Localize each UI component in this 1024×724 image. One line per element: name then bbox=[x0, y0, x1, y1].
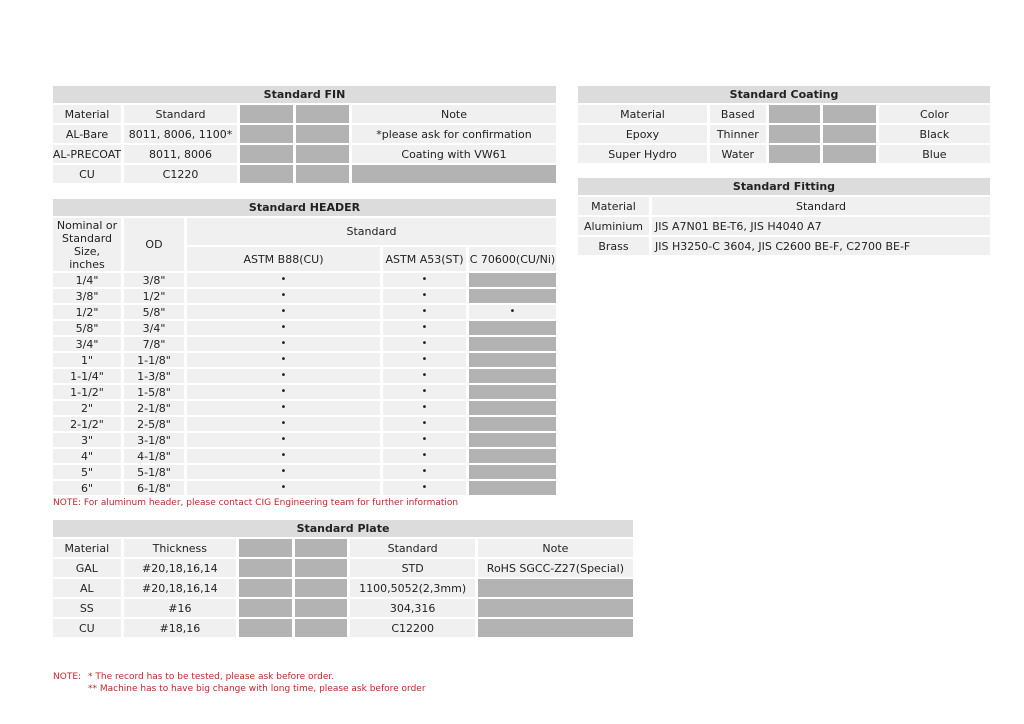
table-row bbox=[53, 353, 556, 367]
header-od: 1-3/8" bbox=[124, 369, 184, 383]
plate-standard: STD bbox=[350, 559, 474, 577]
plate-standard: C12200 bbox=[350, 619, 474, 637]
header-a53-dot: • bbox=[383, 401, 466, 415]
table-row bbox=[53, 465, 556, 479]
fin-standard: 8011, 8006, 1100* bbox=[124, 125, 237, 143]
fin-material: CU bbox=[53, 165, 121, 183]
fitting-standard: JIS A7N01 BE-T6, JIS H4040 A7 bbox=[652, 217, 990, 235]
header-c706-empty bbox=[469, 401, 556, 415]
header-size: 5/8" bbox=[53, 321, 121, 335]
coating-header-blank bbox=[823, 105, 876, 123]
table-row bbox=[53, 289, 556, 303]
header-od: 5/8" bbox=[124, 305, 184, 319]
plate-blank bbox=[295, 579, 348, 597]
table-row bbox=[53, 273, 556, 287]
header-od: 1-1/8" bbox=[124, 353, 184, 367]
table-row bbox=[53, 369, 556, 383]
coating-blank bbox=[769, 145, 821, 163]
table-row bbox=[53, 619, 633, 637]
plate-standard: 304,316 bbox=[350, 599, 474, 617]
coating-color: Blue bbox=[879, 145, 990, 163]
plate-header-thickness: Thickness bbox=[124, 539, 236, 557]
header-a53-dot: • bbox=[383, 289, 466, 303]
table-row bbox=[578, 125, 990, 143]
header-c706-empty bbox=[469, 449, 556, 463]
header-c706-empty bbox=[469, 321, 556, 335]
fitting-title: Standard Fitting bbox=[578, 178, 990, 195]
plate-note-empty bbox=[478, 579, 633, 597]
fin-blank bbox=[240, 165, 293, 183]
header-b88-dot: • bbox=[187, 449, 380, 463]
header-a53-dot: • bbox=[383, 481, 466, 495]
plate-material: AL bbox=[53, 579, 121, 597]
plate-header-note: Note bbox=[478, 539, 633, 557]
table-row bbox=[578, 217, 990, 235]
table-row bbox=[578, 145, 990, 163]
table-row bbox=[53, 417, 556, 431]
header-a53-dot: • bbox=[383, 273, 466, 287]
header-col-a53: ASTM A53(ST) bbox=[383, 247, 466, 271]
header-a53-dot: • bbox=[383, 353, 466, 367]
table-row bbox=[53, 401, 556, 415]
fitting-material: Aluminium bbox=[578, 217, 649, 235]
header-od: 1-5/8" bbox=[124, 385, 184, 399]
fitting-header-material: Material bbox=[578, 197, 649, 215]
fin-title: Standard FIN bbox=[53, 86, 556, 103]
fin-standard: 8011, 8006 bbox=[124, 145, 237, 163]
header-od: 4-1/8" bbox=[124, 449, 184, 463]
coating-based: Thinner bbox=[710, 125, 766, 143]
plate-thickness: #16 bbox=[124, 599, 236, 617]
header-c706-empty bbox=[469, 481, 556, 495]
header-col-od: OD bbox=[124, 218, 184, 271]
plate-blank bbox=[239, 599, 292, 617]
header-b88-dot: • bbox=[187, 353, 380, 367]
header-size: 3/4" bbox=[53, 337, 121, 351]
header-b88-dot: • bbox=[187, 337, 380, 351]
fin-header-blank bbox=[240, 105, 293, 123]
table-row bbox=[53, 145, 556, 163]
header-od: 2-1/8" bbox=[124, 401, 184, 415]
header-a53-dot: • bbox=[383, 465, 466, 479]
header-b88-dot: • bbox=[187, 273, 380, 287]
fitting-header-standard: Standard bbox=[652, 197, 990, 215]
header-title: Standard HEADER bbox=[53, 199, 556, 216]
header-od: 3-1/8" bbox=[124, 433, 184, 447]
header-a53-dot: • bbox=[383, 321, 466, 335]
header-c706-empty bbox=[469, 433, 556, 447]
table-row bbox=[53, 337, 556, 351]
header-od: 2-5/8" bbox=[124, 417, 184, 431]
header-od: 7/8" bbox=[124, 337, 184, 351]
header-a53-dot: • bbox=[383, 305, 466, 319]
header-size: 1/2" bbox=[53, 305, 121, 319]
footer-note-line2: ** Machine has to have big change with long time, please ask before order bbox=[88, 684, 426, 694]
table-row bbox=[53, 321, 556, 335]
plate-thickness: #20,18,16,14 bbox=[124, 559, 236, 577]
table-row bbox=[53, 559, 633, 577]
header-a53-dot: • bbox=[383, 417, 466, 431]
header-col-nominal: Nominal or Standard Size, inches bbox=[53, 218, 121, 271]
header-size: 1-1/2" bbox=[53, 385, 121, 399]
plate-header-blank bbox=[239, 539, 292, 557]
header-b88-dot: • bbox=[187, 289, 380, 303]
header-c706-empty bbox=[469, 385, 556, 399]
header-c706-empty bbox=[469, 369, 556, 383]
fin-blank bbox=[296, 165, 349, 183]
fin-blank bbox=[240, 125, 293, 143]
fin-header-material: Material bbox=[53, 105, 121, 123]
fin-header-blank bbox=[296, 105, 349, 123]
header-a53-dot: • bbox=[383, 433, 466, 447]
header-a53-dot: • bbox=[383, 369, 466, 383]
header-b88-dot: • bbox=[187, 369, 380, 383]
fin-header-note: Note bbox=[352, 105, 556, 123]
header-od: 5-1/8" bbox=[124, 465, 184, 479]
fin-blank bbox=[296, 125, 349, 143]
fitting-standard: JIS H3250-C 3604, JIS C2600 BE-F, C2700 BE-F bbox=[652, 237, 990, 255]
plate-blank bbox=[295, 619, 348, 637]
plate-blank bbox=[239, 579, 292, 597]
plate-standard: 1100,5052(2,3mm) bbox=[350, 579, 474, 597]
fin-note: Coating with VW61 bbox=[352, 145, 556, 163]
fin-blank bbox=[296, 145, 349, 163]
plate-blank bbox=[239, 559, 292, 577]
header-b88-dot: • bbox=[187, 305, 380, 319]
header-size: 6" bbox=[53, 481, 121, 495]
header-size: 3/8" bbox=[53, 289, 121, 303]
fitting-table bbox=[578, 178, 990, 257]
fin-header-standard: Standard bbox=[124, 105, 237, 123]
plate-thickness: #20,18,16,14 bbox=[124, 579, 236, 597]
plate-table bbox=[53, 520, 633, 639]
coating-based: Water bbox=[710, 145, 766, 163]
fin-note: *please ask for confirmation bbox=[352, 125, 556, 143]
header-od: 1/2" bbox=[124, 289, 184, 303]
header-c706-empty bbox=[469, 273, 556, 287]
fin-blank bbox=[240, 145, 293, 163]
table-row bbox=[53, 433, 556, 447]
coating-blank bbox=[823, 145, 876, 163]
fin-standard: C1220 bbox=[124, 165, 237, 183]
table-row bbox=[53, 599, 633, 617]
header-size: 3" bbox=[53, 433, 121, 447]
header-b88-dot: • bbox=[187, 433, 380, 447]
header-col-standard: Standard bbox=[187, 218, 556, 245]
plate-thickness: #18,16 bbox=[124, 619, 236, 637]
plate-note: RoHS SGCC-Z27(Special) bbox=[478, 559, 633, 577]
header-c706-empty bbox=[469, 289, 556, 303]
header-size: 1/4" bbox=[53, 273, 121, 287]
plate-title: Standard Plate bbox=[53, 520, 633, 537]
header-a53-dot: • bbox=[383, 385, 466, 399]
plate-blank bbox=[295, 559, 348, 577]
table-row bbox=[53, 579, 633, 597]
header-b88-dot: • bbox=[187, 321, 380, 335]
footer-note-label: NOTE: bbox=[53, 672, 82, 682]
coating-material: Epoxy bbox=[578, 125, 707, 143]
coating-blank bbox=[769, 125, 821, 143]
plate-material: SS bbox=[53, 599, 121, 617]
table-row bbox=[53, 305, 556, 319]
header-size: 2" bbox=[53, 401, 121, 415]
header-size: 2-1/2" bbox=[53, 417, 121, 431]
header-col-c706: C 70600(CU/Ni) bbox=[469, 247, 556, 271]
footer-note-line1: * The record has to be tested, please ask before order. bbox=[88, 672, 335, 682]
header-b88-dot: • bbox=[187, 401, 380, 415]
header-c706-empty bbox=[469, 417, 556, 431]
coating-header-color: Color bbox=[879, 105, 990, 123]
header-rows bbox=[53, 273, 556, 495]
header-size: 1-1/4" bbox=[53, 369, 121, 383]
plate-header-blank bbox=[295, 539, 348, 557]
table-row bbox=[53, 165, 556, 183]
header-size: 5" bbox=[53, 465, 121, 479]
header-c706-dot: • bbox=[469, 305, 556, 319]
header-od: 3/4" bbox=[124, 321, 184, 335]
header-table bbox=[53, 199, 556, 497]
table-row bbox=[53, 481, 556, 495]
coating-header-blank bbox=[769, 105, 821, 123]
table-row bbox=[53, 125, 556, 143]
header-b88-dot: • bbox=[187, 465, 380, 479]
fin-material: AL-Bare bbox=[53, 125, 121, 143]
header-c706-empty bbox=[469, 353, 556, 367]
header-a53-dot: • bbox=[383, 449, 466, 463]
coating-blank bbox=[823, 125, 876, 143]
coating-header-based: Based bbox=[710, 105, 766, 123]
fitting-material: Brass bbox=[578, 237, 649, 255]
header-a53-dot: • bbox=[383, 337, 466, 351]
coating-color: Black bbox=[879, 125, 990, 143]
header-size: 4" bbox=[53, 449, 121, 463]
header-b88-dot: • bbox=[187, 385, 380, 399]
header-note: NOTE: For aluminum header, please contact CIG Engineering team for further information bbox=[53, 498, 459, 508]
header-c706-empty bbox=[469, 337, 556, 351]
fin-note-empty bbox=[352, 165, 556, 183]
table-row bbox=[53, 385, 556, 399]
plate-material: GAL bbox=[53, 559, 121, 577]
fin-material: AL-PRECOAT bbox=[53, 145, 121, 163]
plate-blank bbox=[295, 599, 348, 617]
plate-header-standard: Standard bbox=[350, 539, 474, 557]
fin-table bbox=[53, 86, 556, 185]
header-c706-empty bbox=[469, 465, 556, 479]
plate-note-empty bbox=[478, 599, 633, 617]
coating-title: Standard Coating bbox=[578, 86, 990, 103]
plate-header-material: Material bbox=[53, 539, 121, 557]
table-row bbox=[578, 237, 990, 255]
table-row bbox=[53, 449, 556, 463]
header-col-b88: ASTM B88(CU) bbox=[187, 247, 380, 271]
header-b88-dot: • bbox=[187, 417, 380, 431]
header-b88-dot: • bbox=[187, 481, 380, 495]
coating-table bbox=[578, 86, 990, 165]
plate-material: CU bbox=[53, 619, 121, 637]
coating-header-material: Material bbox=[578, 105, 707, 123]
plate-blank bbox=[239, 619, 292, 637]
header-od: 6-1/8" bbox=[124, 481, 184, 495]
coating-material: Super Hydro bbox=[578, 145, 707, 163]
header-od: 3/8" bbox=[124, 273, 184, 287]
header-size: 1" bbox=[53, 353, 121, 367]
plate-note-empty bbox=[478, 619, 633, 637]
